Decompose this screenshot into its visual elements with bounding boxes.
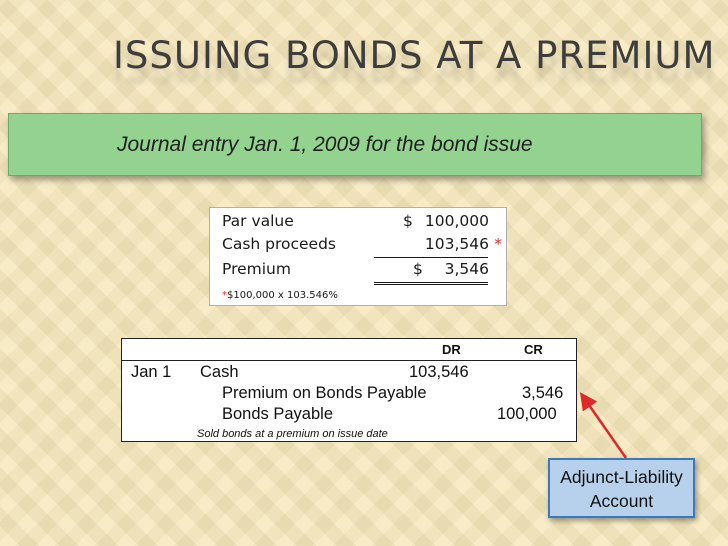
footnote-text: $100,000 x 103.546% [227,290,338,301]
journal-account-cash: Cash [200,363,239,381]
callout-line-1: Adjunct-Liability [560,467,683,487]
premium-calculation-box [209,207,507,306]
calc-marker: * [494,235,502,253]
journal-header-row [122,339,576,361]
calc-label: Par value [222,212,294,230]
journal-header-dr: DR [442,342,461,357]
calc-footnote [222,290,338,301]
journal-date: Jan 1 [131,363,172,381]
callout-line-2: Account [589,491,654,511]
calc-value: 3,546 [444,260,489,278]
calc-row-cash-proceeds [222,235,502,257]
subtitle-banner [8,113,702,176]
adjunct-liability-callout [548,458,695,518]
total-double-underline [374,282,488,285]
journal-account-bonds-payable: Bonds Payable [222,405,333,423]
footnote-marker: * [222,290,227,301]
subtotal-underline [374,257,488,258]
subtitle-text: Journal entry Jan. 1, 2009 for the bond issue [117,133,533,156]
journal-dr-cash: 103,546 [409,363,469,381]
calc-label: Cash proceeds [222,235,337,253]
journal-cr-bonds-payable: 100,000 [497,405,557,423]
slide-title: ISSUING BONDS AT A PREMIUM [113,34,716,77]
calc-row-par-value [222,212,502,234]
journal-account-premium: Premium on Bonds Payable [222,384,427,402]
calc-label: Premium [222,260,291,278]
journal-memo: Sold bonds at a premium on issue date [197,428,388,440]
journal-cr-premium: 3,546 [522,384,564,402]
journal-header-cr: CR [524,342,543,357]
journal-entry-table [121,338,577,442]
calc-value: 100,000 [424,212,489,230]
calc-value: 103,546 [424,235,489,253]
calc-dollar-sign: $ [403,212,413,230]
calc-row-premium [222,260,502,282]
calc-dollar-sign: $ [413,260,423,278]
